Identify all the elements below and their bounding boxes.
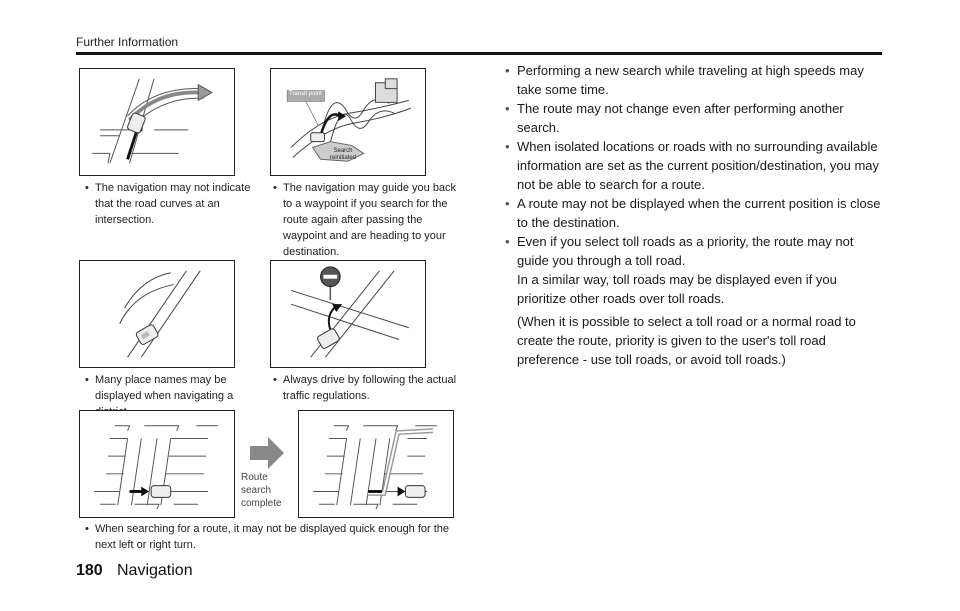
- note-item: • The route may not change even after performing another search.: [505, 101, 844, 135]
- search-reinitiated-label: Search reinitiated: [329, 148, 356, 161]
- section-header: Further Information: [76, 35, 179, 49]
- page-number: 180: [76, 562, 103, 579]
- route-before-illustration: [80, 411, 234, 517]
- figure-route-before: [79, 410, 235, 518]
- note-item: • Even if you select toll roads as a priority, the route may not guide you through a toll road.: [505, 234, 854, 268]
- transit-point-label: Transit point: [289, 91, 322, 97]
- figure-traffic: [270, 260, 426, 368]
- toll-note: In a similar way, toll roads may be displayed even if you prioritize other roads over toll roads.: [517, 272, 837, 306]
- road-curve-illustration: [80, 69, 234, 175]
- figure-waypoint: [270, 68, 426, 176]
- caption-waypoint: • The navigation may guide you back to a waypoint if you search for the route again after passing the waypoint and are heading to your destination.: [273, 182, 457, 258]
- toll-paren-note: (When it is possible to select a toll road or a normal road to create the route, priority is given to the user's toll road preference - use toll roads, or avoid toll roads.): [517, 314, 856, 367]
- note-item: • Performing a new search while traveling at high speeds may take some time.: [505, 63, 864, 97]
- figure-place-names: [79, 260, 235, 368]
- caption-traffic: • Always drive by following the actual traffic regulations.: [273, 374, 457, 402]
- caption-road-curve: • The navigation may not indicate that the road curves at an intersection.: [85, 182, 251, 226]
- caption-route-search: • When searching for a route, it may not be displayed quick enough for the next left or right turn.: [85, 523, 450, 551]
- traffic-illustration: [271, 261, 425, 367]
- footer-section-title: Navigation: [117, 562, 193, 579]
- figure-route-after: [298, 410, 454, 518]
- route-search-complete-label: Route search complete: [241, 472, 282, 509]
- figure-road-curve: [79, 68, 235, 176]
- caption-place-names: • Many place names may be displayed when navigating a: [85, 374, 234, 402]
- place-names-illustration: [80, 261, 234, 367]
- note-item: • When isolated locations or roads with no surrounding available information are set as the current position/destination, you may not be able to search for a route.: [505, 139, 880, 192]
- notes-column: [505, 61, 885, 369]
- route-after-illustration: [299, 411, 453, 517]
- header-rule: [76, 52, 882, 55]
- note-item: • A route may not be displayed when the current position is close to the destination.: [505, 196, 881, 230]
- arrow-right-icon: [250, 437, 284, 469]
